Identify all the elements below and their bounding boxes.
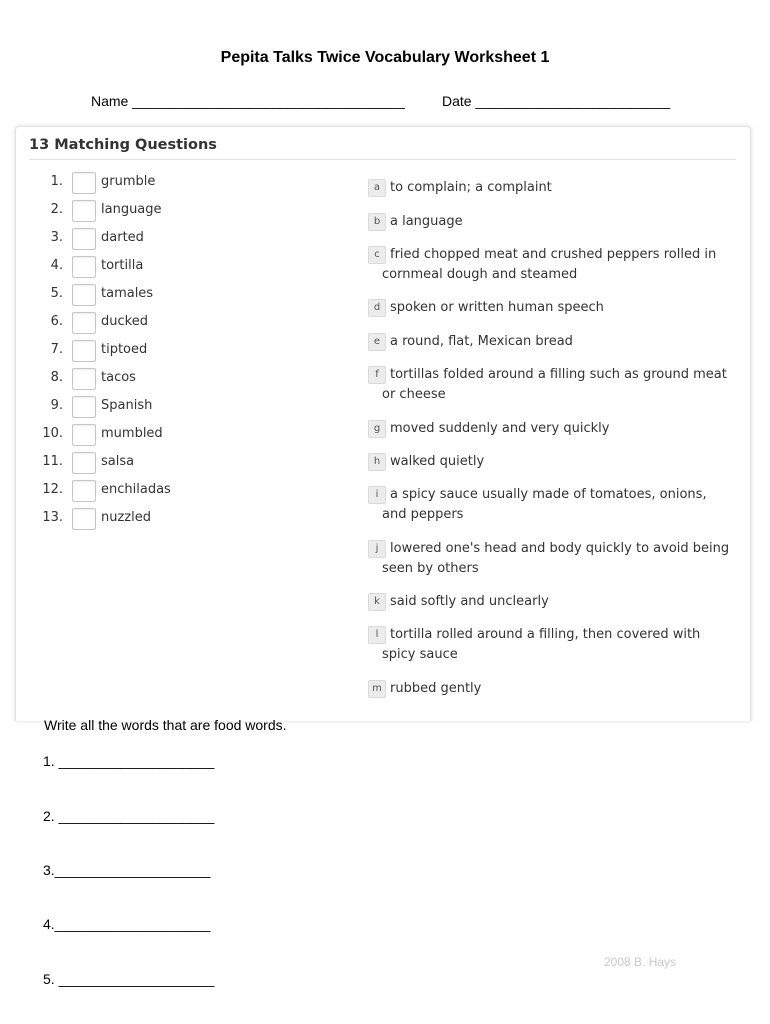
definition-text: moved suddenly and very quickly xyxy=(390,421,610,436)
question-term: tamales xyxy=(101,286,154,301)
definition-text: a spicy sauce usually made of tomatoes, onions, xyxy=(390,487,707,502)
matching-panel xyxy=(15,126,751,721)
question-term: tortilla xyxy=(101,258,144,273)
definition-letter: a xyxy=(368,179,386,197)
question-term: language xyxy=(101,202,162,217)
definition-item xyxy=(368,298,738,318)
question-number: 1. xyxy=(50,174,63,189)
definition-text-continued: cornmeal dough and steamed xyxy=(382,267,578,282)
answer-box[interactable] xyxy=(72,452,96,474)
question-number: 3. xyxy=(50,230,63,245)
definition-text-continued: spicy sauce xyxy=(382,647,458,662)
food-blank-1[interactable]: 1. ____________________ xyxy=(43,753,215,769)
question-number: 11. xyxy=(42,454,63,469)
definition-text-continued: and peppers xyxy=(382,507,464,522)
definition-letter: j xyxy=(368,540,386,558)
definition-text: spoken or written human speech xyxy=(390,300,604,315)
definition-letter: c xyxy=(368,246,386,264)
definition-item xyxy=(368,452,738,472)
question-term: tiptoed xyxy=(101,342,148,357)
definition-letter: m xyxy=(368,680,386,698)
definition-item xyxy=(368,332,738,352)
definition-letter: f xyxy=(368,366,386,384)
answer-box[interactable] xyxy=(72,396,96,418)
definition-letter: l xyxy=(368,626,386,644)
definition-letter: i xyxy=(368,486,386,504)
question-number: 6. xyxy=(50,314,63,329)
definition-text: fried chopped meat and crushed peppers rolled in xyxy=(390,247,717,262)
question-number: 5. xyxy=(50,286,63,301)
definition-item xyxy=(368,539,738,579)
answer-box[interactable] xyxy=(72,284,96,306)
definition-item xyxy=(368,212,738,232)
answer-box[interactable] xyxy=(72,228,96,250)
definition-text: tortillas folded around a filling such as ground meat xyxy=(390,367,727,382)
panel-header: 13 Matching Questions xyxy=(29,137,736,160)
definition-item xyxy=(368,178,738,198)
definition-letter: d xyxy=(368,299,386,317)
question-number: 7. xyxy=(50,342,63,357)
food-blank-3[interactable]: 3.____________________ xyxy=(43,862,211,878)
answer-box[interactable] xyxy=(72,172,96,194)
definition-text: walked quietly xyxy=(390,454,485,469)
answer-box[interactable] xyxy=(72,368,96,390)
credit-text: 2008 B. Hays xyxy=(604,955,677,969)
question-number: 2. xyxy=(50,202,63,217)
food-blank-2[interactable]: 2. ____________________ xyxy=(43,808,215,824)
definition-item xyxy=(368,245,738,285)
definition-letter: h xyxy=(368,453,386,471)
question-number: 9. xyxy=(50,398,63,413)
question-term: Spanish xyxy=(101,398,153,413)
question-term: nuzzled xyxy=(101,510,151,525)
answer-box[interactable] xyxy=(72,508,96,530)
food-blank-4[interactable]: 4.____________________ xyxy=(43,916,211,932)
definition-text: to complain; a complaint xyxy=(390,180,552,195)
definition-text: a language xyxy=(390,214,463,229)
definition-item xyxy=(368,419,738,439)
food-words-prompt: Write all the words that are food words. xyxy=(44,717,287,733)
definition-text: tortilla rolled around a filling, then covered with xyxy=(390,627,701,642)
question-number: 13. xyxy=(42,510,63,525)
definition-letter: b xyxy=(368,213,386,231)
definition-text: lowered one's head and body quickly to avoid being xyxy=(390,541,730,556)
definition-item xyxy=(368,485,738,525)
question-number: 4. xyxy=(50,258,63,273)
answer-box[interactable] xyxy=(72,256,96,278)
worksheet-title: Pepita Talks Twice Vocabulary Worksheet 1 xyxy=(220,49,550,66)
definition-letter: k xyxy=(368,593,386,611)
definition-letter: e xyxy=(368,333,386,351)
food-blank-5[interactable]: 5. ____________________ xyxy=(43,971,215,987)
question-term: salsa xyxy=(101,454,135,469)
question-number: 12. xyxy=(42,482,63,497)
definition-item xyxy=(368,592,738,612)
definition-text: rubbed gently xyxy=(390,681,482,696)
definition-item xyxy=(368,679,738,699)
definition-text-continued: or cheese xyxy=(382,387,446,402)
question-number: 8. xyxy=(50,370,63,385)
answer-box[interactable] xyxy=(72,200,96,222)
definition-item xyxy=(368,365,738,405)
definition-text-continued: seen by others xyxy=(382,561,479,576)
question-term: darted xyxy=(101,230,144,245)
name-field[interactable]: Name ___________________________________ xyxy=(91,93,405,109)
definition-letter: g xyxy=(368,420,386,438)
question-term: grumble xyxy=(101,174,156,189)
question-term: tacos xyxy=(101,370,136,385)
answer-box[interactable] xyxy=(72,340,96,362)
question-term: ducked xyxy=(101,314,148,329)
answer-box[interactable] xyxy=(72,480,96,502)
question-term: enchiladas xyxy=(101,482,171,497)
question-term: mumbled xyxy=(101,426,163,441)
definition-item xyxy=(368,625,738,665)
definition-text: a round, flat, Mexican bread xyxy=(390,334,573,349)
question-number: 10. xyxy=(42,426,63,441)
definition-text: said softly and unclearly xyxy=(390,594,549,609)
answer-box[interactable] xyxy=(72,312,96,334)
answer-box[interactable] xyxy=(72,424,96,446)
date-field[interactable]: Date _________________________ xyxy=(442,93,671,109)
